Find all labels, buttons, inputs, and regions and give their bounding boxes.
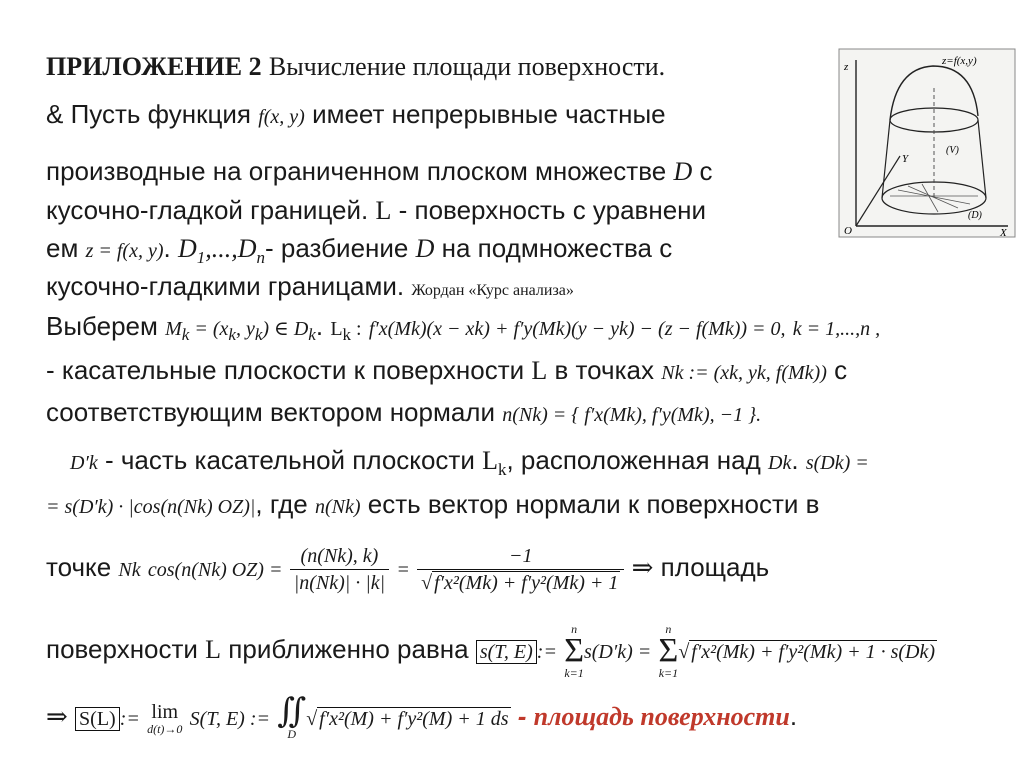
line-2: & Пусть функция f(x, y) имеет непрерывные частные	[46, 99, 666, 129]
implies-arrow-2: ⇒	[46, 702, 68, 731]
line-9: соответствующим вектором нормали n(Nk) = { f′x(Mk), f′y(Mk), −1 }.	[46, 397, 762, 427]
reference: Жордан «Курс анализа»	[411, 282, 574, 299]
line-11: = s(D′k) · |cos(n(Nk) OZ)|, где n(Nk) есть вектор нормали к поверхности в	[46, 489, 820, 519]
svg-text:Y: Y	[902, 153, 909, 165]
surface-figure	[838, 48, 1016, 238]
svg-text:(D): (D)	[968, 210, 982, 221]
line-5: ем z = f(x, y). $D_1,...,D_n-$ разбиение D на подмножества с	[46, 233, 673, 268]
svg-text:z=f(x,y): z=f(x,y)	[942, 55, 977, 67]
limit: lim d(t)→0	[147, 701, 183, 737]
double-integral: ∬ D	[277, 693, 307, 742]
implies-arrow: ⇒	[631, 553, 654, 582]
line-3: производные на ограниченном плоском множестве D с	[46, 156, 713, 186]
title-line	[46, 50, 665, 83]
line-7: Выберем $M_k = (x_k$, $y_k$) ∈ $D_k$. $L_k$ : f′x(Mk)(x − xk) + f′y(Mk)(y − yk) − (z − f(Mk)) = 0, k = 1,...,n ,	[46, 311, 881, 344]
norm-fraction: $\frac{-1}{\text{√ f′x²(Mk) + f′y²(Mk) + 1}}$	[417, 543, 624, 596]
line-8: - касательные плоскости к поверхности L в точках Nk := (xk, yk, f(Mk)) с	[46, 355, 848, 385]
line-14: ⇒ S(L) := lim d(t)→0 S(T, E) := ∬ D √ f′x²(M) + f′y²(M) + 1 ds - площадь поверхности.	[46, 693, 798, 742]
svg-text:(V): (V)	[946, 145, 959, 156]
surface-area-result: площадь поверхности	[533, 702, 790, 731]
cos-fraction: $\frac{(n(Nk), k)}{|n(Nk)| \cdot |k|}$	[290, 543, 389, 596]
riemann-sum-box: s(T, E)	[476, 640, 537, 664]
line-10: D′k - часть касательной плоскости $L_k$, расположенная над Dk. s(Dk) =	[70, 445, 869, 480]
appendix-label: ПРИЛОЖЕНИЕ 2	[46, 52, 262, 81]
svg-text:X: X	[1000, 227, 1007, 238]
line-13: поверхности L приближенно равна s(T, E) := n Σ k=1 s(D′k) = n Σ k=1 √ f′x²(Mk) + f′y²(Mk) + 1 · s(Dk)	[46, 622, 936, 681]
line-4: кусочно-гладкой границей. L - поверхность с уравнени	[46, 195, 707, 225]
title-text: Вычисление площади поверхности.	[268, 52, 666, 81]
surface-area-box: S(L)	[75, 707, 120, 731]
sum-sign-2: n Σ k=1	[658, 622, 679, 681]
line-12: точке Nk cos(n(Nk) OZ) = $\frac{(n(Nk), k)}{|n(Nk)| \cdot |k|}$ = $\frac{-1}{\text{√ f′x²(Mk) + f′y²(Mk) + 1}}$ ⇒ площадь	[46, 544, 770, 594]
svg-text:z: z	[844, 61, 849, 73]
line-6: кусочно-гладкими границами. Жордан «Курс анализа»	[46, 271, 574, 301]
svg-text:O: O	[844, 225, 852, 237]
sum-sign: n Σ k=1	[564, 622, 584, 681]
